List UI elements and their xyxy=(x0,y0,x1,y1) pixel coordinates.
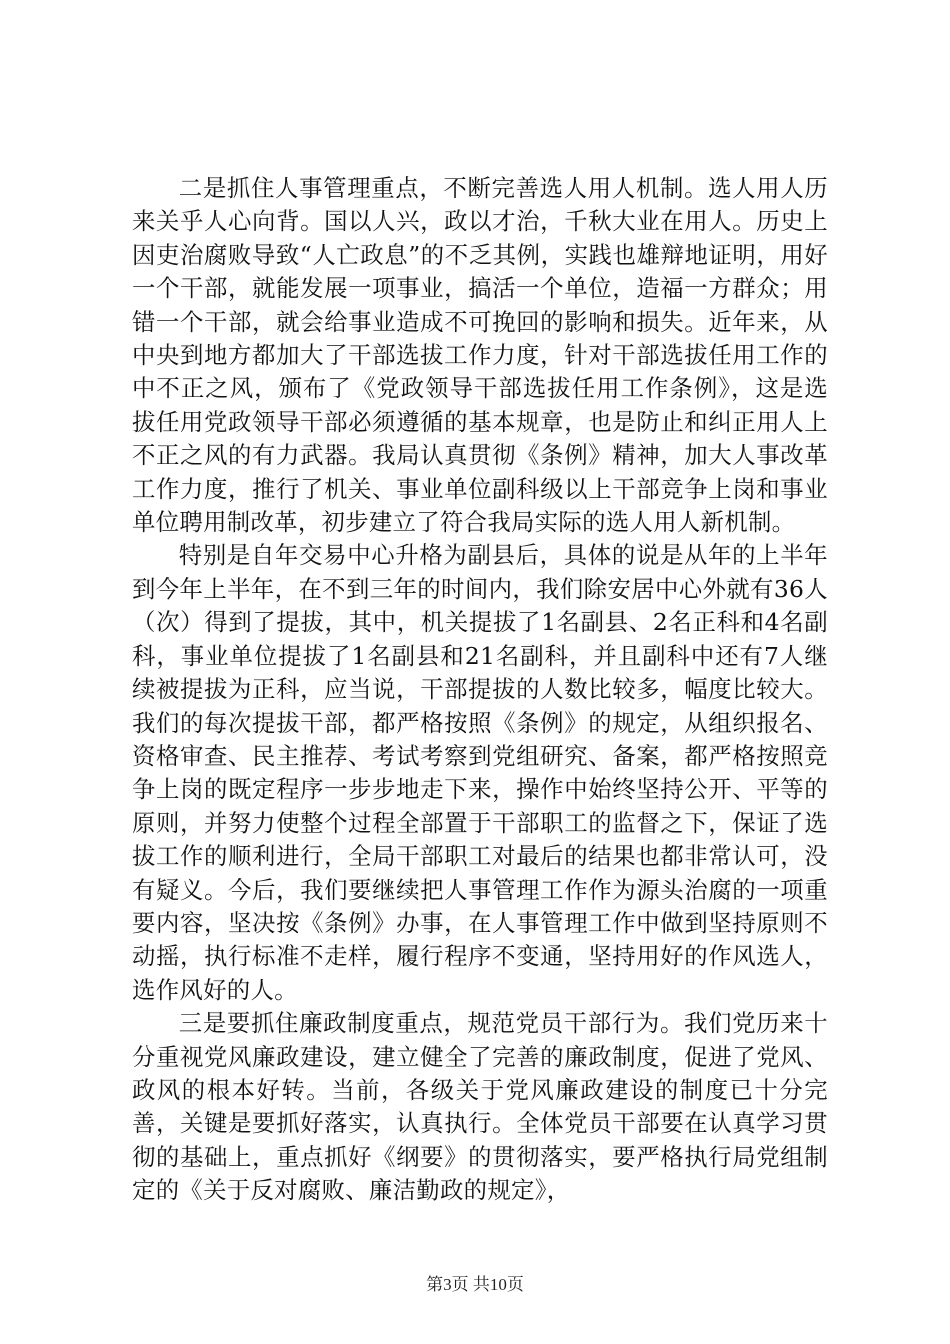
paragraph-promotion-details: 特别是自年交易中心升格为副县后，具体的说是从年的上半年到今年上半年，在不到三年的时间内，我们除安居中心外就有36人（次）得到了提拔，其中，机关提拔了1名副县、2名正科和4名副科，事业单位提拔了1名副县和21名副科，并且副科中还有7人继续被提拔为正科，应当说，干部提拔的人数比较多，幅度比较大。我们的每次提拔干部，都严格按照《条例》的规定，从组织报名、资格审查、民主推荐、考试考察到党组研究、备案，都严格按照竞争上岗的既定程序一步步地走下来，操作中始终坚持公开、平等的原则，并努力使整个过程全部置于干部职工的监督之下，保证了选拔工作的顺利进行，全局干部职工对最后的结果也都非常认可，没有疑义。今后，我们要继续把人事管理工作作为源头治腐的一项重要内容，坚决按《条例》办事，在人事管理工作中做到坚持原则不动摇，执行标准不走样，履行程序不变通，坚持用好的作风选人，选作风好的人。 xyxy=(132,541,828,1004)
body-text xyxy=(132,172,828,1208)
paragraph-personnel-mechanism: 二是抓住人事管理重点，不断完善选人用人机制。选人用人历来关乎人心向背。国以人兴，政以才治，千秋大业在用人。历史上因吏治腐败导致“人亡政息”的不乏其例，实践也雄辩地证明，用好一个干部，就能发展一项事业，搞活一个单位，造福一方群众；用错一个干部，就会给事业造成不可挽回的影响和损失。近年来，从中央到地方都加大了干部选拔工作力度，针对干部选拔任用工作的中不正之风，颁布了《党政领导干部选拔任用工作条例》，这是选拔任用党政领导干部必须遵循的基本规章，也是防止和纠正用人上不正之风的有力武器。我局认真贯彻《条例》精神，加大人事改革工作力度，推行了机关、事业单位副科级以上干部竞争上岗和事业单位聘用制改革，初步建立了符合我局实际的选人用人新机制。 xyxy=(132,174,828,537)
page-footer: 第3页 共10页 xyxy=(426,1275,524,1294)
paragraph-integrity-system: 三是要抓住廉政制度重点，规范党员干部行为。我们党历来十分重视党风廉政建设，建立健全了完善的廉政制度，促进了党风、政风的根本好转。当前，各级关于党风廉政建设的制度已十分完善，关键是要抓好落实，认真执行。全体党员干部要在认真学习贯彻的基础上，重点抓好《纲要》的贯彻落实，要严格执行局党组制定的《关于反对腐败、廉洁勤政的规定》， xyxy=(132,1009,828,1205)
